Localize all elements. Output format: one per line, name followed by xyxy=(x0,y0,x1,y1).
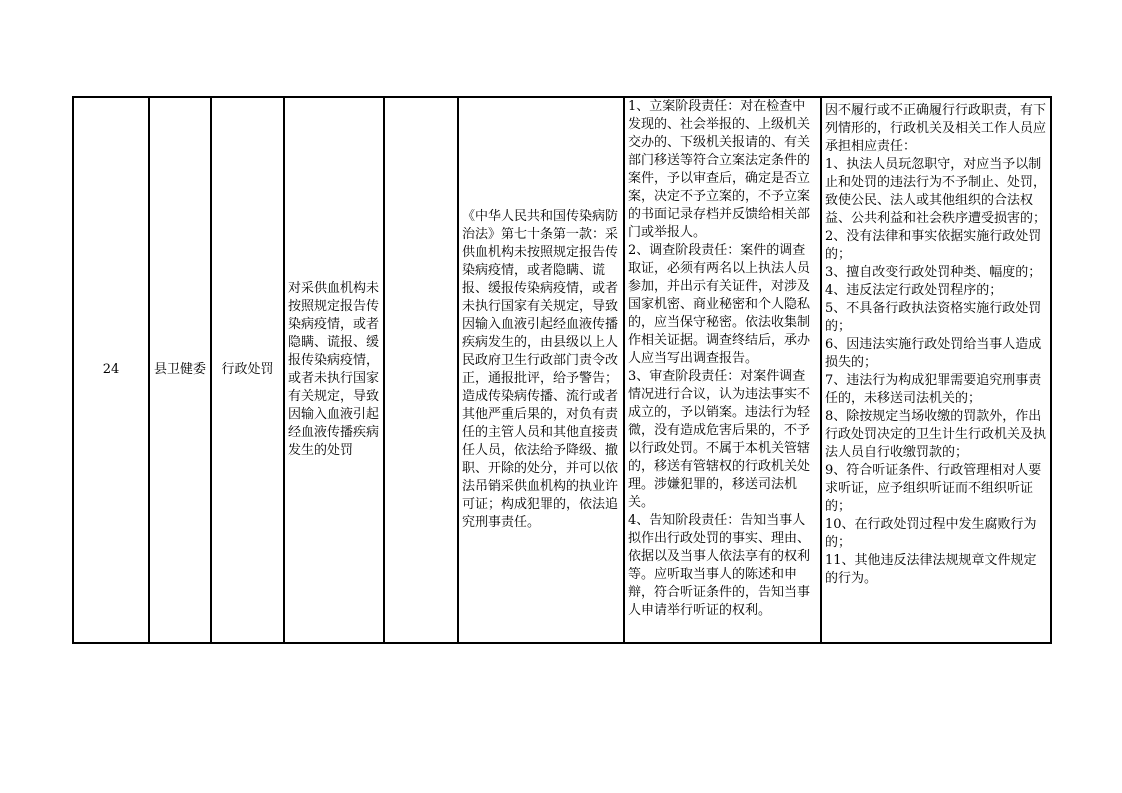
accountability-item: 8、除按规定当场收缴的罚款外，作出行政处罚决定的卫生计生行政机关及执法人员自行收缴罚款的； xyxy=(825,409,1047,460)
item-number-cell xyxy=(73,97,149,643)
legal-basis-cell xyxy=(458,97,624,643)
legal-basis: 《中华人民共和国传染病防治法》第七十条第一款：采供血机构未按照规定报告传染病疫情，或者隐瞒、谎报、缓报传染病疫情，或者未执行国家有关规定，导致因输入血液引起经血液传播疾病发生的，由县级以上人民政府卫生行政部门责令改正，通报批评，给予警告；造成传染病传播、流行或者其他严重后果的，对负有责任的主管人员和其他直接责任人员，依法给予降级、撤职、开除的处分，并可以依法吊销采供血机构的执业许可证；构成犯罪的，依法追究刑事责任。 xyxy=(462,209,619,530)
item-number: 24 xyxy=(102,362,120,377)
accountability-item: 2、没有法律和事实依据实施行政处罚的； xyxy=(825,229,1042,262)
accountability-item: 3、擅自改变行政处罚种类、幅度的； xyxy=(825,265,1042,280)
power-type-cell xyxy=(211,97,284,643)
accountability-list xyxy=(822,98,1050,588)
power-list-table xyxy=(72,96,1052,644)
item-name-cell xyxy=(284,97,384,643)
responsibility-item: 2、调查阶段责任：案件的调查取证，必须有两名以上执法人员参加，并出示有关证件，对涉及国家机密、商业秘密和个人隐私的，应当保守秘密。依法收集制作相关证据。调查终结后，承办人应当写出调查报告。 xyxy=(628,243,811,366)
accountability-item: 5、不具备行政执法资格实施行政处罚的； xyxy=(825,301,1042,334)
table-row xyxy=(73,97,1051,643)
sub-item-cell xyxy=(384,97,458,643)
accountability-item: 1、执法人员玩忽职守，对应当予以制止和处罚的违法行为不予制止、处罚，致使公民、法人或其他组织的合法权益、公共利益和社会秩序遭受损害的； xyxy=(825,157,1047,226)
accountability-cell xyxy=(821,97,1051,643)
department-name: 县卫健委 xyxy=(153,362,206,377)
accountability-item: 因不履行或不正确履行行政职责，有下列情形的，行政机关及相关工作人员应承担相应责任： xyxy=(825,103,1047,154)
responsibility-item: 1、立案阶段责任：对在检查中发现的、社会举报的、上级机关交办的、下级机关报请的、有关部门移送等符合立案法定条件的案件，予以审查后，确定是否立案，决定不予立案的，不予立案的书面记录存档并反馈给相关部门或举报人。 xyxy=(628,99,811,240)
accountability-item: 9、符合听证条件、行政管理相对人要求听证，应予组织听证而不组织听证的； xyxy=(825,463,1042,514)
accountability-item: 11、其他违反法律法规规章文件规定的行为。 xyxy=(825,553,1037,586)
department-cell xyxy=(149,97,211,643)
responsibilities-cell xyxy=(624,97,821,643)
power-type: 行政处罚 xyxy=(221,362,274,377)
responsibility-item: 4、告知阶段责任：告知当事人拟作出行政处罚的事实、理由、依据以及当事人依法享有的权利等。应听取当事人的陈述和申辩，符合听证条件的，告知当事人申请举行听证的权利。 xyxy=(628,513,811,618)
responsibility-item: 3、审查阶段责任：对案件调查情况进行合议，认为违法事实不成立的，予以销案。违法行为轻微，没有造成危害后果的，不予以行政处罚。不属于本机关管辖的，移送有管辖权的行政机关处理。涉嫌犯罪的，移送司法机关。 xyxy=(628,369,811,510)
item-name: 对采供血机构未按照规定报告传染病疫情，或者隐瞒、谎报、缓报传染病疫情，或者未执行国家有关规定，导致因输入血液引起经血液传播疾病发生的处罚 xyxy=(288,281,380,458)
accountability-item: 7、违法行为构成犯罪需要追究刑事责任的，未移送司法机关的； xyxy=(825,373,1042,406)
accountability-item: 6、因违法实施行政处罚给当事人造成损失的； xyxy=(825,337,1042,370)
responsibilities-list xyxy=(625,98,820,642)
accountability-item: 4、违反法定行政处罚程序的； xyxy=(825,283,1003,298)
accountability-item: 10、在行政处罚过程中发生腐败行为的； xyxy=(825,517,1037,550)
